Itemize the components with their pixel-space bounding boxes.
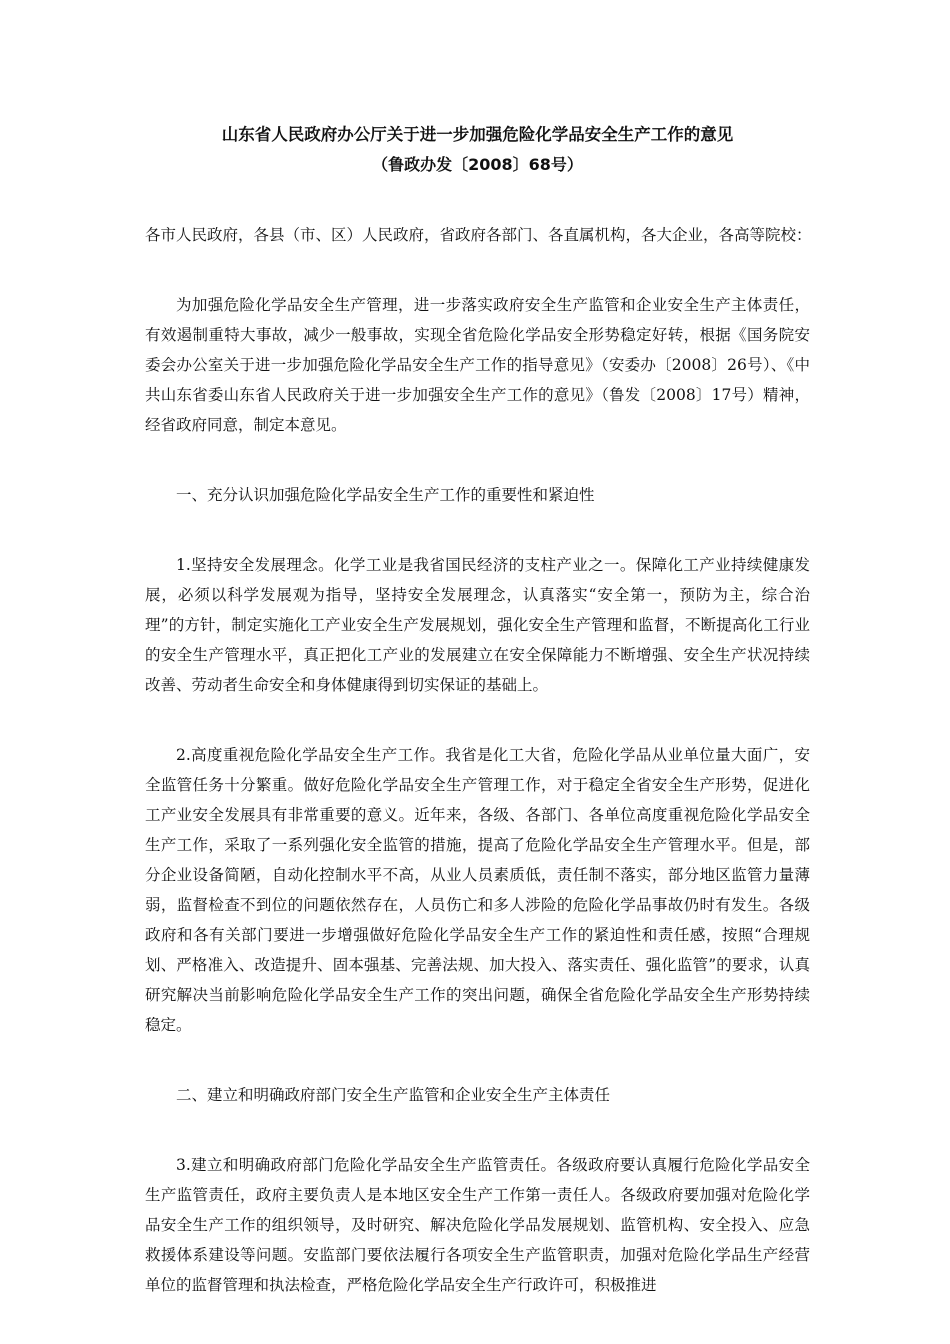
item-paragraph-1: 1.坚持安全发展理念。化学工业是我省国民经济的支柱产业之一。保障化工产业持续健康发展，必须以科学发展观为指导，坚持安全发展理念，认真落实“安全第一，预防为主，综合治理”的方针，制定实施化工产业安全生产发展规划，强化安全生产管理和监督，不断提高化工行业的安全生产管理水平，真正把化工产业的发展建立在安全保障能力不断增强、安全生产状况持续改善、劳动者生命安全和身体健康得到切实保证的基础上。 xyxy=(145,556,810,694)
addressee: 各市人民政府，各县（市、区）人民政府，省政府各部门、各直属机构，各大企业，各高等院校： xyxy=(145,226,812,244)
item-paragraph-3: 3.建立和明确政府部门危险化学品安全生产监管责任。各级政府要认真履行危险化学品安全生产监管责任，政府主要负责人是本地区安全生产工作第一责任人。各级政府要加强对危险化学品安全生产工作的组织领导，及时研究、解决危险化学品发展规划、监管机构、安全投入、应急救援体系建设等问题。安监部门要依法履行各项安全生产监管职责，加强对危险化学品生产经营单位的监督管理和执法检查，严格危险化学品安全生产行政许可，积极推进 xyxy=(145,1156,810,1294)
section-heading-1: 一、充分认识加强危险化学品安全生产工作的重要性和紧迫性 xyxy=(176,486,595,504)
document-title: 山东省人民政府办公厅关于进一步加强危险化学品安全生产工作的意见 xyxy=(221,125,734,144)
section-heading-2: 二、建立和明确政府部门安全生产监管和企业安全生产主体责任 xyxy=(176,1086,611,1104)
intro-paragraph: 为加强危险化学品安全生产管理，进一步落实政府安全生产监管和企业安全生产主体责任，有效遏制重特大事故，减少一般事故，实现全省危险化学品安全形势稳定好转，根据《国务院安委会办公室关于进一步加强危险化学品安全生产工作的指导意见》（安委办〔2008〕26号）、《中共山东省委山东省人民政府关于进一步加强安全生产工作的意见》（鲁发〔2008〕17号）精神，经省政府同意，制定本意见。 xyxy=(145,296,810,434)
document-page xyxy=(145,120,810,1300)
document-number: （鲁政办发〔2008〕68号） xyxy=(372,155,583,174)
item-paragraph-2: 2.高度重视危险化学品安全生产工作。我省是化工大省，危险化学品从业单位量大面广，安全监管任务十分繁重。做好危险化学品安全生产管理工作，对于稳定全省安全生产形势，促进化工产业安全发展具有非常重要的意义。近年来，各级、各部门、各单位高度重视危险化学品安全生产工作，采取了一系列强化安全监管的措施，提高了危险化学品安全生产管理水平。但是，部分企业设备简陋，自动化控制水平不高，从业人员素质低，责任制不落实，部分地区监管力量薄弱，监督检查不到位的问题依然存在，人员伤亡和多人涉险的危险化学品事故仍时有发生。各级政府和各有关部门要进一步增强做好危险化学品安全生产工作的紧迫性和责任感，按照“合理规划、严格准入、改造提升、固本强基、完善法规、加大投入、落实责任、强化监管”的要求，认真研究解决当前影响危险化学品安全生产工作的突出问题，确保全省危险化学品安全生产形势持续稳定。 xyxy=(145,746,810,1034)
